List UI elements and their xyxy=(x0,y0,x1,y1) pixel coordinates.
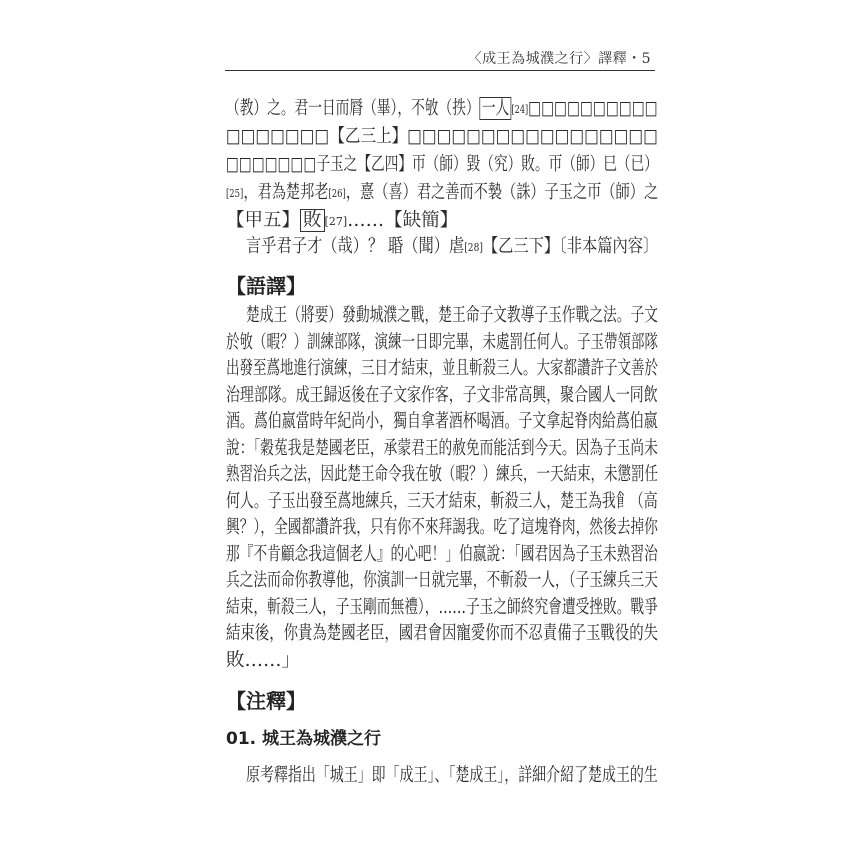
original-text-block xyxy=(226,96,658,256)
note-ref: [26] xyxy=(328,187,346,200)
translation-line: 結束，斬殺三人，子玉剛而無禮），……子玉之師終究會遭受挫敗。戰爭 xyxy=(226,596,658,618)
translation-line: 酒。蔿伯嬴當時年紀尚小，獨自拿著酒杯喝酒。子文拿起脊肉給蔿伯嬴 xyxy=(226,411,658,432)
note-line: 原考釋指出「城王」即「成王」、「楚成王」，詳細介紹了楚成王的生 xyxy=(246,765,658,786)
original-line: □□□□□□□【乙三上】□□□□□□□□□□□□□□□□□ xyxy=(226,126,659,147)
translation-line: 楚成王（將要）發動城濮之戰，楚王命子文教導子玉作戰之法。子文 xyxy=(246,305,658,326)
text-segment: （教）之。君一日而脣（畢），不敂（抶） xyxy=(226,98,480,119)
original-line xyxy=(226,96,658,123)
translation-line: 治理部隊。成王歸返後在子文家作客，子文非常高興，聚合國人一同飲 xyxy=(226,384,658,406)
missing-characters: □□□□□□□□□□ xyxy=(528,98,658,119)
text-segment: 【乙三下】〔非本篇內容〕 xyxy=(482,236,659,257)
translation-line: 出發至蔿地進行演練，三日才結束，並且斬殺三人。大家都讚許子文善於 xyxy=(226,358,658,379)
running-header xyxy=(225,44,655,71)
translation-heading: 【語譯】 xyxy=(226,274,306,298)
translation-line: 結束後，你貴為楚國老臣，國君會因寵愛你而不忍責備子玉戰役的失 xyxy=(226,623,659,644)
note-ref: [27] xyxy=(324,215,348,228)
translation-line: 那『不肯顧念我這個老人』的心吧！」伯嬴說：「國君因為子玉未熟習治 xyxy=(226,543,658,565)
text-segment: 言乎君子才（哉）？ 䎽（聞）虐 xyxy=(246,236,465,257)
translation-line: 何人。子玉出發至蔿地練兵，三天才結束，斬殺三人，楚王為我𩙿（高 xyxy=(226,490,658,512)
translation-line: 於敂（暇？）訓練部隊，演練一日即完畢，未處罰任何人。子玉帶領部隊 xyxy=(226,331,658,353)
text-segment: ，君為楚邦老 xyxy=(243,182,329,203)
slip-marker: 【甲五】 xyxy=(226,210,301,231)
boxed-character: 敗 xyxy=(300,209,325,232)
original-line xyxy=(226,180,658,207)
note-ref: [24] xyxy=(511,103,529,116)
running-title: 〈成王為城濮之行〉譯釋・5 xyxy=(467,51,651,67)
translation-line: 說：「穀菟我是楚國老臣，承蒙君王的赦免而能活到今天。因為子玉尚未 xyxy=(226,437,658,459)
text-segment: ……【缺簡】 xyxy=(347,210,459,231)
note-ref: [25] xyxy=(226,187,244,200)
translation-block xyxy=(226,303,658,673)
note-body xyxy=(226,763,658,791)
text-segment: ，憙（喜）君之善而不褺（誅）子玉之帀（師）之 xyxy=(345,182,659,203)
note-ref: [28] xyxy=(464,241,483,254)
translation-line: 熟習治兵之法，因此楚王命令我在敂（暇？）練兵，一天結束，未懲罰任 xyxy=(226,464,658,485)
translation-line: 敗……」 xyxy=(226,649,301,671)
note-title: 01. 城王為城濮之行 xyxy=(226,729,382,749)
notes-heading: 【注釋】 xyxy=(226,689,306,713)
original-line xyxy=(226,208,458,235)
translation-line: 興？），全國都讚許我，只有你不來拜謁我。吃了這塊脊肉，然後去掉你 xyxy=(226,517,658,538)
original-line xyxy=(246,234,658,261)
boxed-character: 一人 xyxy=(480,97,512,120)
original-line: □□□□□□□子玉之【乙四】帀（師）毀（究）敗。帀（師）巳（已） xyxy=(226,154,658,175)
translation-line: 兵之法而命你教導他，你演訓一日就完畢，不斬殺一人，（子玉練兵三天 xyxy=(226,570,658,591)
